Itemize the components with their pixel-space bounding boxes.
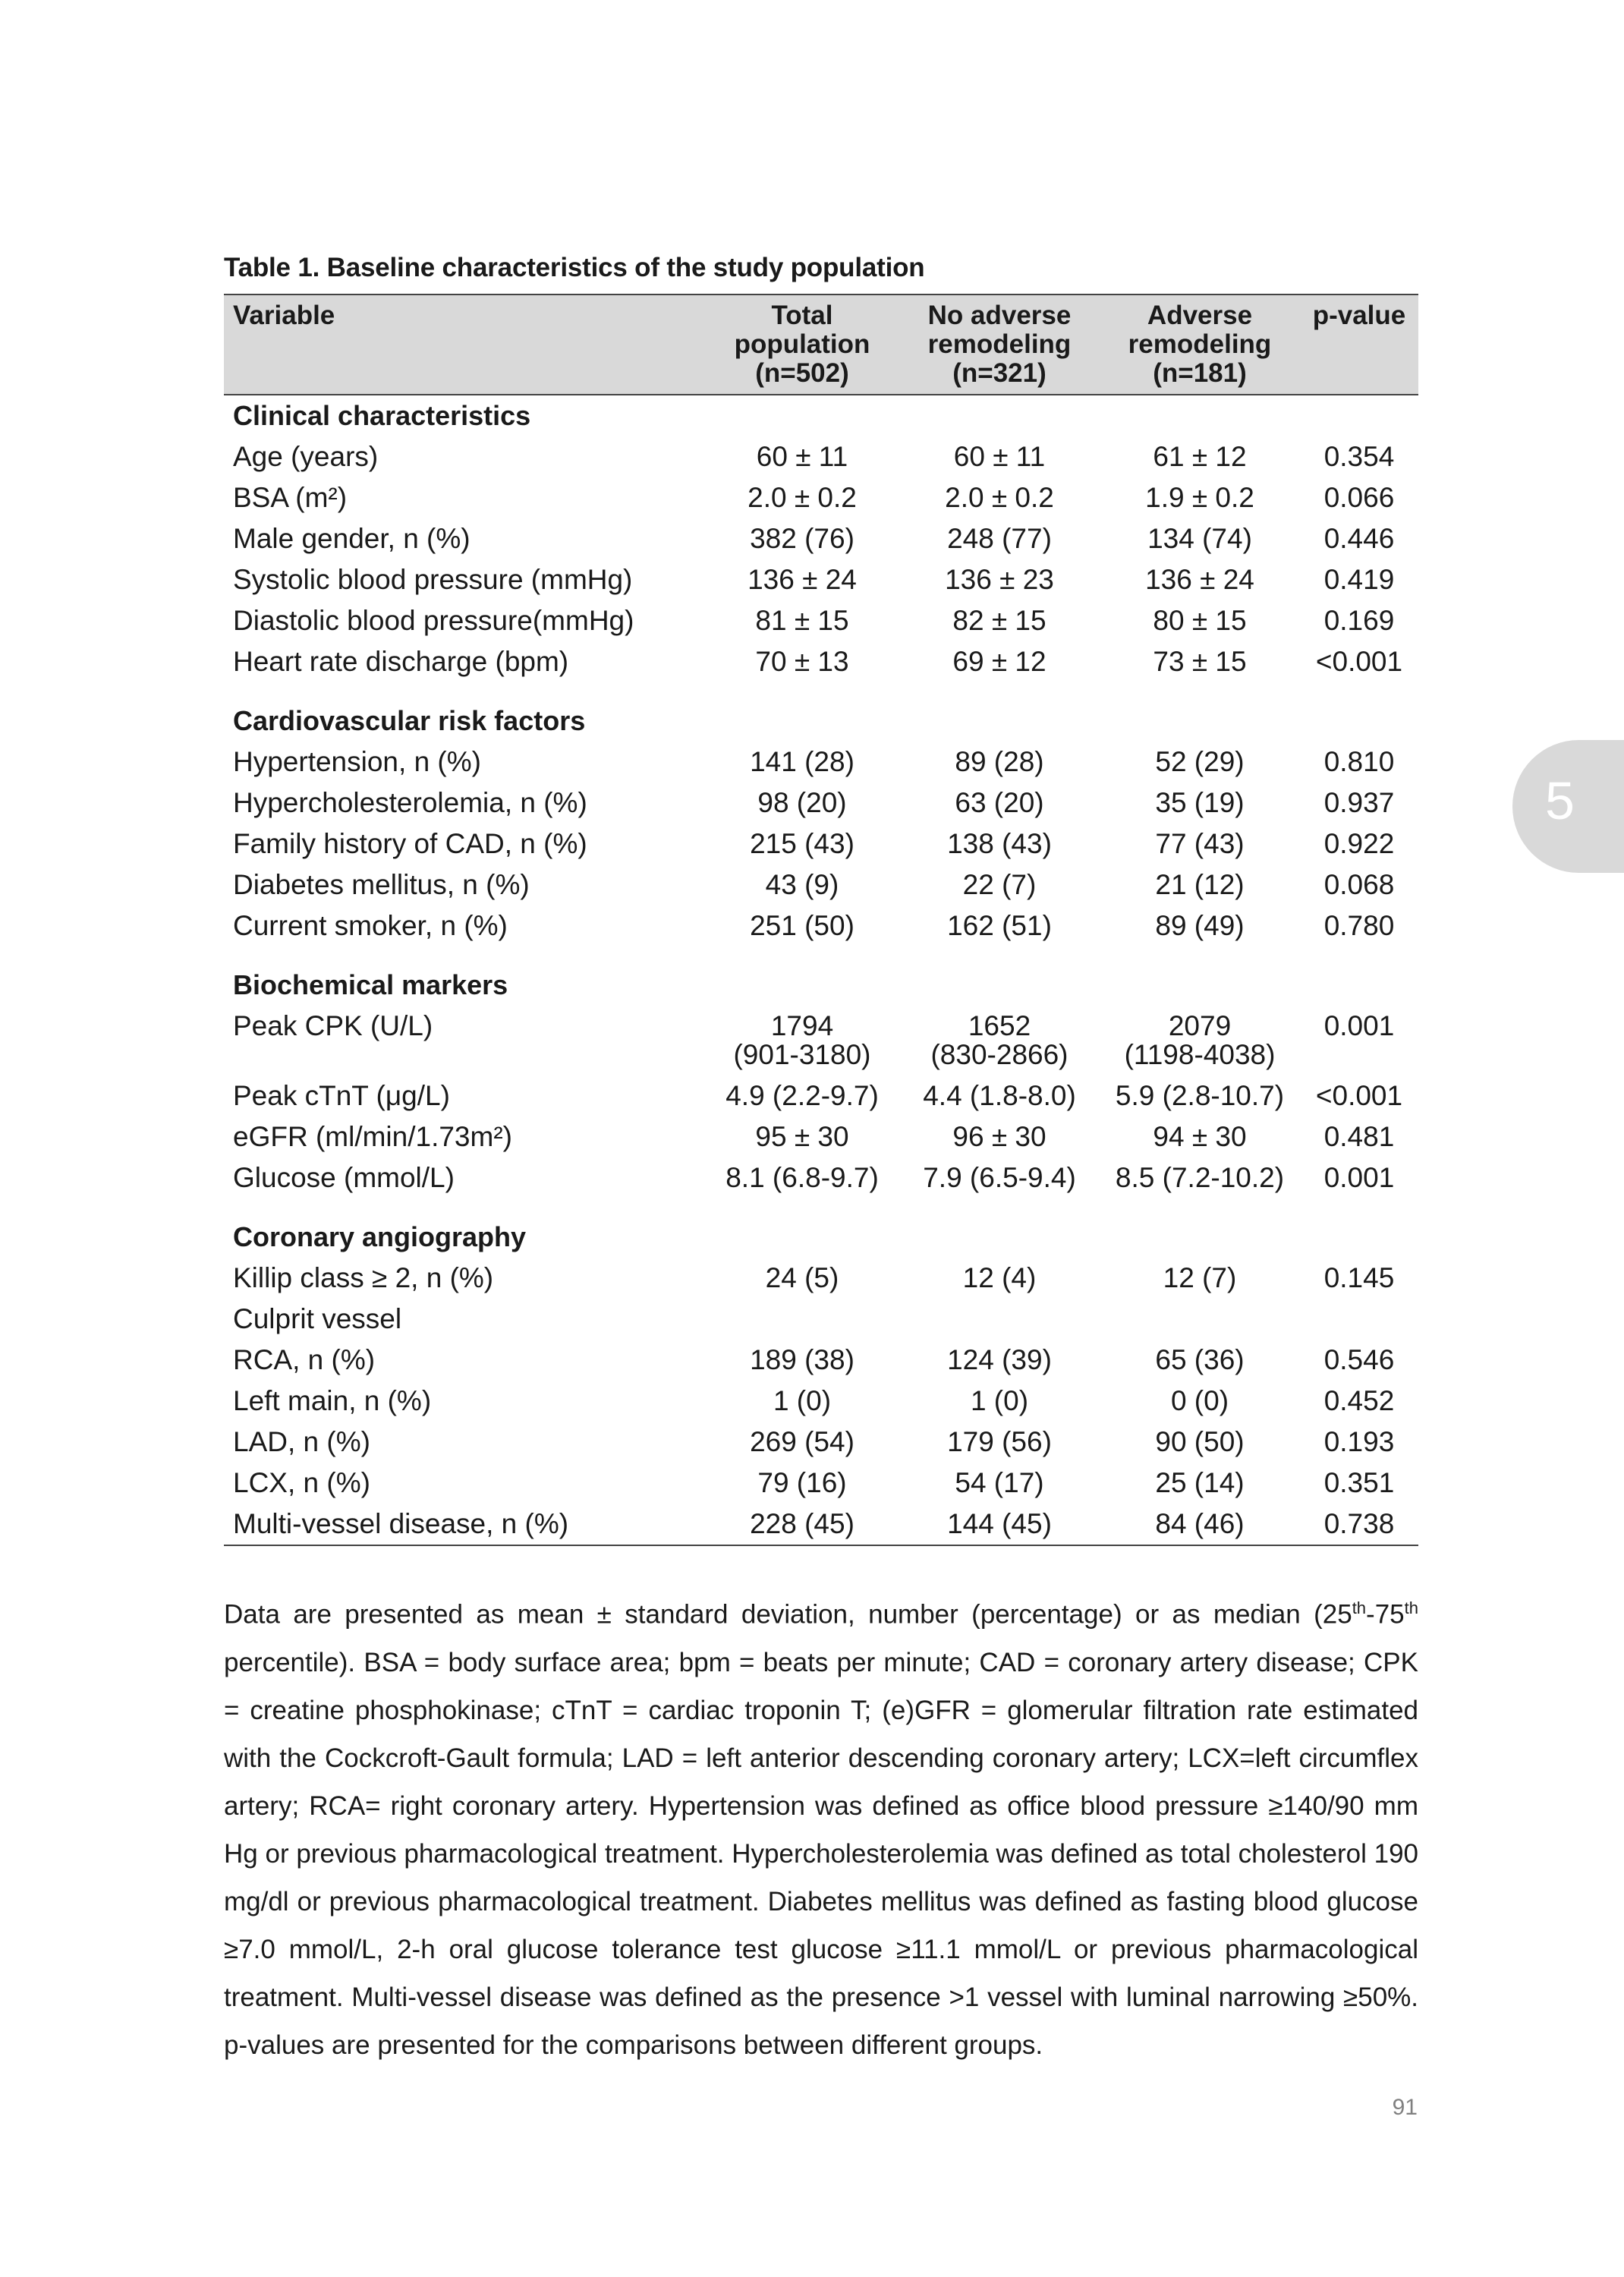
cell-variable: LAD, n (%) — [233, 1426, 370, 1457]
cell-no-adverse: 1 (0) — [970, 1385, 1029, 1416]
cell-p: 0.922 — [1323, 828, 1395, 859]
section-title-row — [224, 965, 1418, 1006]
header-no-adverse-remodeling: No adverse remodeling (n=321) — [927, 301, 1072, 388]
cell-adverse: 90 (50) — [1155, 1426, 1245, 1457]
cell-variable: Glucose (mmol/L) — [233, 1162, 455, 1193]
cell-no-adverse: 248 (77) — [947, 523, 1052, 554]
cell-variable: Current smoker, n (%) — [233, 910, 508, 941]
cell-adverse: 73 ± 15 — [1153, 646, 1247, 677]
header-adverse-remodeling: Adverse remodeling (n=181) — [1128, 301, 1272, 388]
cell-adverse: 65 (36) — [1155, 1344, 1245, 1375]
cell-adverse: 35 (19) — [1155, 787, 1245, 818]
table-row — [224, 783, 1418, 824]
table-row — [224, 1381, 1418, 1422]
table-row — [224, 865, 1418, 905]
table-caption: Table 1. Baseline characteristics of the study population — [224, 253, 925, 282]
cell-no-adverse: 96 ± 30 — [952, 1121, 1046, 1152]
section-title-row — [224, 701, 1418, 742]
cell-adverse: 80 ± 15 — [1153, 605, 1247, 636]
cell-variable: Systolic blood pressure (mmHg) — [233, 564, 633, 595]
cell-no-adverse: 82 ± 15 — [952, 605, 1046, 636]
cell-variable: Culprit vessel — [233, 1303, 402, 1334]
cell-adverse: 21 (12) — [1155, 869, 1245, 900]
cell-p: 0.937 — [1323, 787, 1395, 818]
cell-p: 0.193 — [1323, 1426, 1395, 1457]
cell-adverse: 2079 (1198-4038) — [1124, 1010, 1276, 1070]
cell-adverse: 0 (0) — [1170, 1385, 1229, 1416]
cell-adverse: 134 (74) — [1147, 523, 1252, 554]
cell-p: 0.169 — [1323, 605, 1395, 636]
cell-total: 136 ± 24 — [747, 564, 857, 595]
cell-p: 0.354 — [1323, 441, 1395, 472]
cell-total: 251 (50) — [750, 910, 854, 941]
cell-adverse: 25 (14) — [1155, 1467, 1245, 1498]
table-row — [224, 1157, 1418, 1198]
cell-variable: Heart rate discharge (bpm) — [233, 646, 569, 677]
cell-no-adverse: 138 (43) — [947, 828, 1052, 859]
cell-total: 95 ± 30 — [755, 1121, 849, 1152]
table-row — [224, 600, 1418, 641]
cell-adverse: 77 (43) — [1155, 828, 1245, 859]
cell-no-adverse: 1652 (830-2866) — [930, 1010, 1069, 1070]
cell-p: 0.446 — [1323, 523, 1395, 554]
cell-p: 0.068 — [1323, 869, 1395, 900]
cell-p: 0.001 — [1323, 1162, 1395, 1193]
cell-no-adverse: 124 (39) — [947, 1344, 1052, 1375]
table-row — [224, 641, 1418, 682]
cell-total: 43 (9) — [765, 869, 839, 900]
cell-variable: Peak cTnT (μg/L) — [233, 1080, 450, 1111]
table-row — [224, 1340, 1418, 1381]
cell-adverse: 52 (29) — [1155, 746, 1245, 777]
cell-no-adverse: 144 (45) — [947, 1508, 1052, 1539]
cell-variable: Peak CPK (U/L) — [233, 1010, 433, 1041]
cell-adverse: 12 (7) — [1163, 1262, 1237, 1293]
cell-total: 215 (43) — [750, 828, 854, 859]
table-row — [224, 559, 1418, 600]
cell-total: 79 (16) — [757, 1467, 847, 1498]
cell-no-adverse: 136 ± 23 — [945, 564, 1054, 595]
table-row — [224, 742, 1418, 783]
table-row — [224, 477, 1418, 518]
section-title: Clinical characteristics — [233, 400, 531, 431]
cell-total: 1794 (901-3180) — [733, 1010, 871, 1070]
cell-adverse: 136 ± 24 — [1145, 564, 1254, 595]
table-bottom-rule — [224, 1545, 1418, 1546]
section-title: Biochemical markers — [233, 969, 508, 1000]
cell-total: 382 (76) — [750, 523, 854, 554]
table-row — [224, 1258, 1418, 1299]
cell-p: 0.780 — [1323, 910, 1395, 941]
cell-total: 24 (5) — [765, 1262, 839, 1293]
section-title-row — [224, 395, 1418, 436]
cell-p: 0.001 — [1323, 1010, 1395, 1041]
page-number: 91 — [1392, 2095, 1418, 2120]
cell-variable: Left main, n (%) — [233, 1385, 432, 1416]
cell-variable: Killip class ≥ 2, n (%) — [233, 1262, 494, 1293]
header-p-value: p-value — [1312, 301, 1406, 330]
cell-p: 0.738 — [1323, 1508, 1395, 1539]
cell-adverse: 84 (46) — [1155, 1508, 1245, 1539]
cell-variable: Male gender, n (%) — [233, 523, 471, 554]
cell-total: 2.0 ± 0.2 — [747, 482, 857, 513]
cell-variable: Family history of CAD, n (%) — [233, 828, 587, 859]
table-row — [224, 1463, 1418, 1504]
cell-p: 0.546 — [1323, 1344, 1395, 1375]
cell-p: 0.351 — [1323, 1467, 1395, 1498]
cell-p: 0.419 — [1323, 564, 1395, 595]
cell-no-adverse: 22 (7) — [962, 869, 1037, 900]
table-row — [224, 824, 1418, 865]
cell-total: 141 (28) — [750, 746, 854, 777]
cell-p: 0.066 — [1323, 482, 1395, 513]
table-header — [224, 294, 1418, 395]
chapter-tab — [1512, 740, 1624, 873]
cell-adverse: 1.9 ± 0.2 — [1145, 482, 1254, 513]
cell-p: 0.145 — [1323, 1262, 1395, 1293]
cell-adverse: 5.9 (2.8-10.7) — [1115, 1080, 1285, 1111]
table-row — [224, 1504, 1418, 1545]
cell-variable: Hypercholesterolemia, n (%) — [233, 787, 587, 818]
cell-total: 81 ± 15 — [755, 605, 849, 636]
cell-variable: eGFR (ml/min/1.73m²) — [233, 1121, 512, 1152]
cell-total: 228 (45) — [750, 1508, 854, 1539]
cell-p: 0.452 — [1323, 1385, 1395, 1416]
cell-adverse: 94 ± 30 — [1153, 1121, 1247, 1152]
section-title: Coronary angiography — [233, 1221, 527, 1252]
table-row — [224, 1422, 1418, 1463]
cell-variable: LCX, n (%) — [233, 1467, 370, 1498]
cell-adverse: 89 (49) — [1155, 910, 1245, 941]
table-row — [224, 1006, 1418, 1076]
cell-no-adverse: 162 (51) — [947, 910, 1052, 941]
cell-no-adverse: 7.9 (6.5-9.4) — [923, 1162, 1076, 1193]
cell-variable: RCA, n (%) — [233, 1344, 376, 1375]
table-row — [224, 905, 1418, 946]
cell-adverse: 61 ± 12 — [1153, 441, 1247, 472]
cell-no-adverse: 63 (20) — [955, 787, 1044, 818]
cell-no-adverse: 69 ± 12 — [952, 646, 1046, 677]
cell-variable: Diabetes mellitus, n (%) — [233, 869, 530, 900]
cell-p: 0.810 — [1323, 746, 1395, 777]
cell-p: 0.481 — [1323, 1121, 1395, 1152]
cell-no-adverse: 89 (28) — [955, 746, 1044, 777]
table-row — [224, 1299, 1418, 1340]
section-title-row — [224, 1217, 1418, 1258]
cell-no-adverse: 12 (4) — [962, 1262, 1037, 1293]
table-row — [224, 1076, 1418, 1116]
cell-variable: Hypertension, n (%) — [233, 746, 481, 777]
cell-total: 4.9 (2.2-9.7) — [725, 1080, 879, 1111]
table-row — [224, 518, 1418, 559]
table-row — [224, 1116, 1418, 1157]
table-footnote — [224, 1584, 1418, 2069]
cell-variable: Multi-vessel disease, n (%) — [233, 1508, 569, 1539]
section-title: Cardiovascular risk factors — [233, 705, 586, 736]
cell-no-adverse: 60 ± 11 — [953, 441, 1046, 472]
cell-total: 189 (38) — [750, 1344, 854, 1375]
table-body — [224, 395, 1418, 1545]
cell-variable: Diastolic blood pressure(mmHg) — [233, 605, 634, 636]
chapter-number: 5 — [1545, 771, 1575, 830]
cell-no-adverse: 179 (56) — [947, 1426, 1052, 1457]
cell-no-adverse: 4.4 (1.8-8.0) — [923, 1080, 1076, 1111]
footnote-text: Data are presented as mean ± standard deviation, number (percentage) or as median (25th-75th percentile). BSA = body surface area; bpm = beats per minute; CAD = coronary artery disease; CPK = creatine phosphokinase; cTnT = cardiac troponin T; (e)GFR = glomerular filtration rate estimated with the Cockcroft-Gault formula; LAD = left anterior descending coronary artery; LCX=left circumflex artery; RCA= right coronary artery. Hypertension was defined as office blood pressure ≥140/90 mm Hg or previous pharmacological treatment. Hypercholesterolemia was defined as total cholesterol 190 mg/dl or previous pharmacological treatment. Diabetes mellitus was defined as fasting blood glucose ≥7.0 mmol/L, 2-h oral glucose tolerance test glucose ≥11.1 mmol/L or previous pharmacological treatment. Multi-vessel disease was defined as the presence >1 vessel with luminal narrowing ≥50%. p-values are presented for the comparisons between different groups. — [224, 1598, 1418, 2060]
cell-total: 98 (20) — [757, 787, 847, 818]
baseline-table — [224, 294, 1418, 1546]
cell-total: 70 ± 13 — [755, 646, 849, 677]
cell-total: 8.1 (6.8-9.7) — [725, 1162, 879, 1193]
cell-variable: BSA (m²) — [233, 482, 348, 513]
cell-variable: Age (years) — [233, 441, 379, 472]
cell-no-adverse: 54 (17) — [955, 1467, 1044, 1498]
cell-no-adverse: 2.0 ± 0.2 — [945, 482, 1054, 513]
cell-total: 60 ± 11 — [756, 441, 848, 472]
header-total-population: Total population (n=502) — [734, 301, 870, 388]
cell-p: <0.001 — [1315, 1080, 1403, 1111]
cell-adverse: 8.5 (7.2-10.2) — [1115, 1162, 1285, 1193]
cell-total: 269 (54) — [750, 1426, 854, 1457]
header-variable: Variable — [233, 301, 335, 330]
cell-total: 1 (0) — [773, 1385, 832, 1416]
cell-p: <0.001 — [1315, 646, 1403, 677]
table-row — [224, 436, 1418, 477]
